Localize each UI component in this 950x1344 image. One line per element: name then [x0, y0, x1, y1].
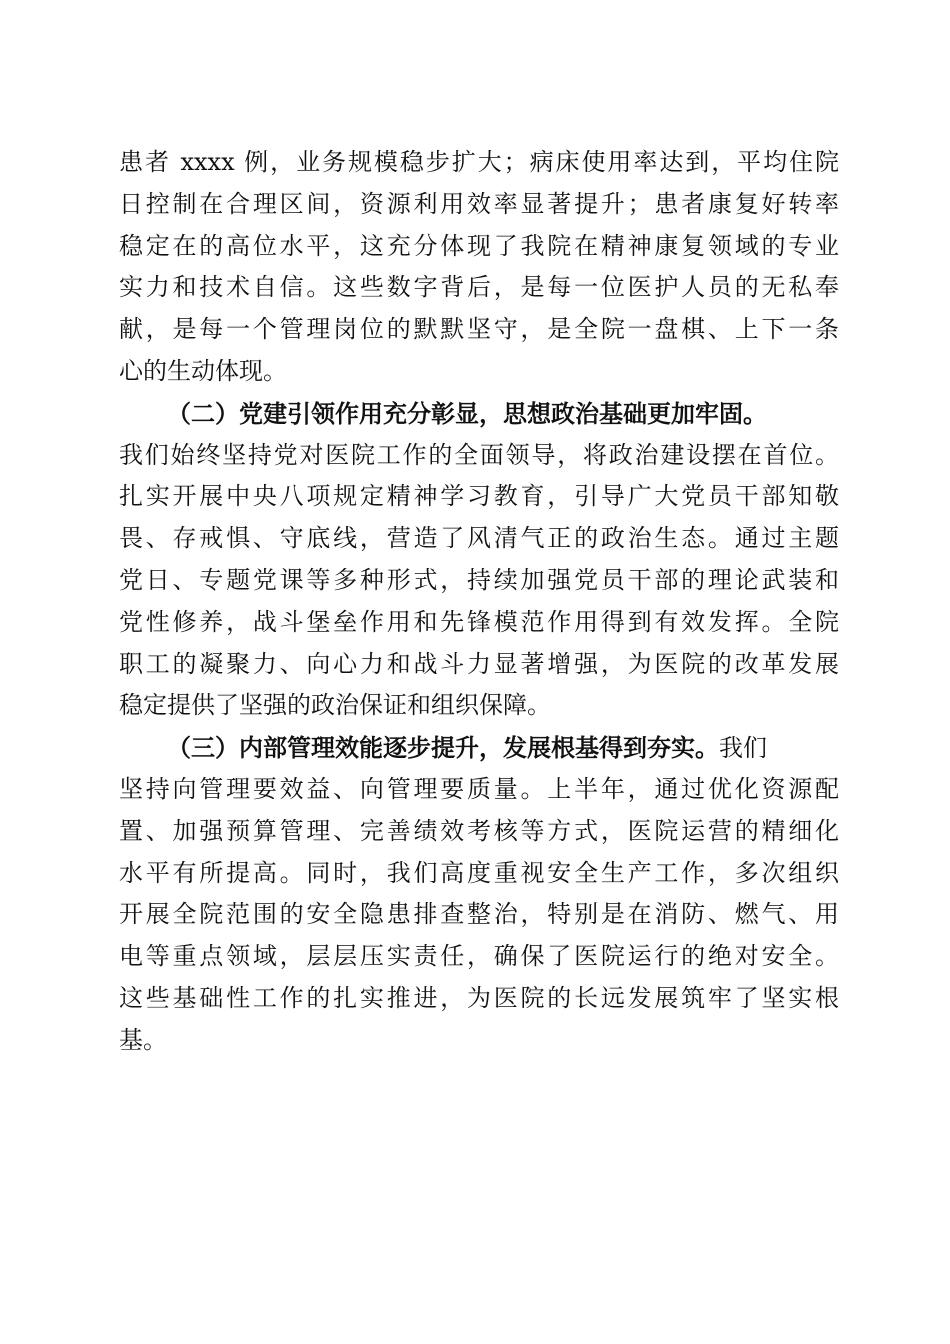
paragraph-line: 扎实开展中央八项规定精神学习教育，引导广大党员干部知敬	[119, 482, 839, 511]
paragraph-line: 日控制在合理区间，资源利用效率显著提升；患者康复好转率	[119, 189, 839, 218]
heading-tail-text: 我们	[719, 734, 767, 763]
paragraph-line: 献，是每一个管理岗位的默默坚守，是全院一盘棋、上下一条	[119, 315, 839, 344]
paragraph-line: 电等重点领域，层层压实责任，确保了医院运行的绝对安全。	[119, 942, 839, 971]
paragraph-line: 水平有所提高。同时，我们高度重视安全生产工作，多次组织	[119, 858, 839, 887]
paragraph-line: 坚持向管理要效益、向管理要质量。上半年，通过优化资源配	[119, 774, 839, 803]
paragraph-line: 畏、存戒惧、守底线，营造了风清气正的政治生态。通过主题	[119, 524, 839, 553]
section-heading-line	[119, 727, 839, 769]
paragraph-line: 患者 xxxx 例，业务规模稳步扩大；病床使用率达到，平均住院	[119, 148, 839, 176]
paragraph-performance-summary	[119, 142, 839, 393]
paragraph-line: 党性修养，战斗堡垒作用和先锋模范作用得到有效发挥。全院	[119, 607, 839, 636]
paragraph-line: 稳定在的高位水平，这充分体现了我院在精神康复领域的专业	[119, 231, 839, 260]
paragraph-line: 我们始终坚持党对医院工作的全面领导，将政治建设摆在首位。	[119, 440, 839, 469]
paragraph-line: 实力和技术自信。这些数字背后，是每一位医护人员的无私奉	[119, 273, 839, 302]
paragraph-line: 基。	[119, 1025, 167, 1054]
paragraph-line: 置、加强预算管理、完善绩效考核等方式，医院运营的精细化	[119, 816, 839, 845]
paragraph-line: 职工的凝聚力、向心力和战斗力显著增强，为医院的改革发展	[119, 649, 839, 678]
paragraph-party-building	[119, 393, 839, 727]
document-body	[119, 142, 839, 1062]
paragraph-line: 稳定提供了坚强的政治保证和组织保障。	[119, 691, 551, 720]
paragraph-line: 这些基础性工作的扎实推进，为医院的长远发展筑牢了坚实根	[119, 983, 839, 1012]
paragraph-internal-management	[119, 727, 839, 1061]
section-heading-line	[119, 393, 839, 435]
section-heading-internal-management: （三）内部管理效能逐步提升，发展根基得到夯实。	[167, 733, 719, 763]
paragraph-line: 党日、专题党课等多种形式，持续加强党员干部的理论武装和	[119, 565, 839, 594]
section-heading-party-building: （二）党建引领作用充分彰显，思想政治基础更加牢固。	[167, 398, 767, 428]
paragraph-line: 开展全院范围的安全隐患排查整治，特别是在消防、燃气、用	[119, 900, 839, 929]
paragraph-line: 心的生动体现。	[119, 356, 287, 385]
